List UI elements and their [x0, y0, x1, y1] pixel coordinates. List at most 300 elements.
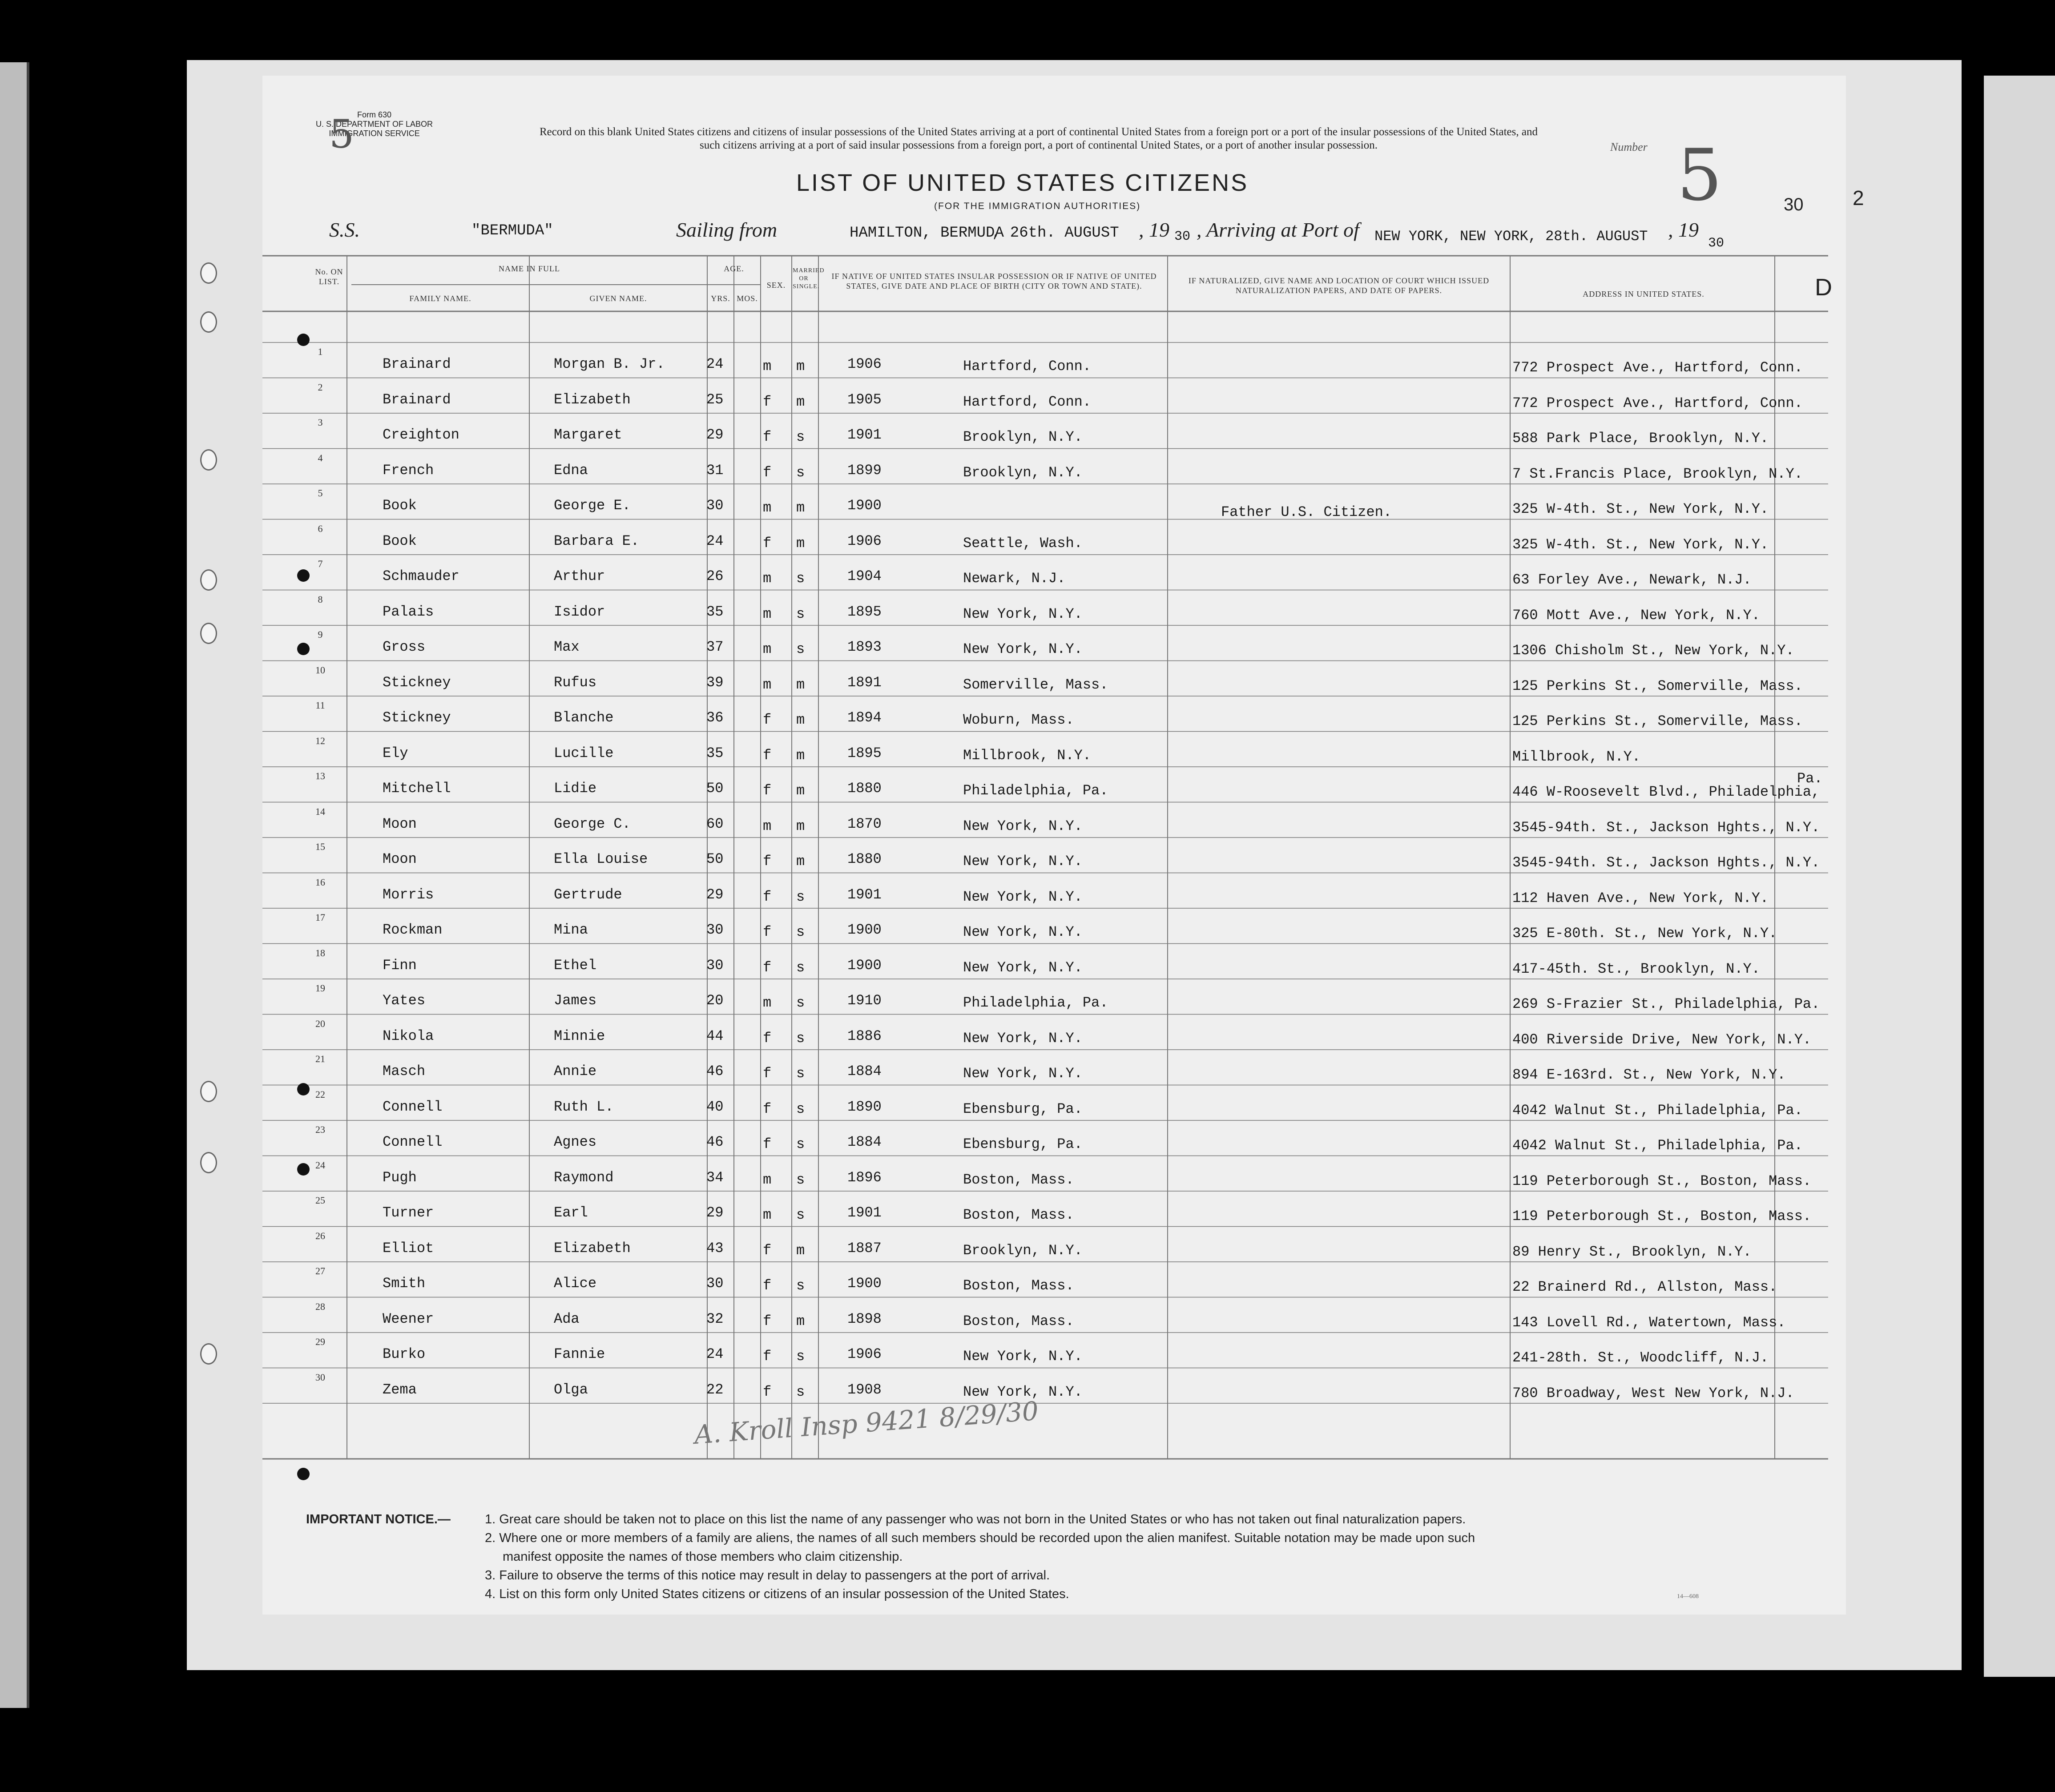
row-number: 25	[315, 1195, 325, 1206]
birth-year-cell: 1893	[847, 639, 882, 655]
header-age: AGE.	[724, 264, 744, 273]
age-cell: 60	[706, 815, 724, 832]
address-cell: 4042 Walnut St., Philadelphia, Pa.	[1512, 1102, 1803, 1119]
form-code: 14—608	[1677, 1593, 1699, 1600]
marital-status-cell: m	[796, 853, 805, 870]
age-cell: 29	[706, 1204, 724, 1221]
age-cell: 32	[706, 1310, 724, 1327]
birth-year-cell: 1901	[847, 1204, 882, 1221]
arrival-port-date: NEW YORK, NEW YORK, 28th. AUGUST	[1374, 228, 1648, 245]
family-name-cell: Morris	[383, 886, 434, 903]
address-cell: 1306 Chisholm St., New York, N.Y.	[1512, 642, 1794, 659]
sex-cell: f	[763, 464, 772, 481]
marital-status-cell: s	[796, 1277, 805, 1294]
family-name-cell: Book	[383, 532, 417, 549]
punch-hole-icon	[297, 334, 310, 346]
form-subtitle: (FOR THE IMMIGRATION AUTHORITIES)	[934, 201, 1141, 211]
sex-cell: f	[763, 959, 772, 976]
address-cell: 143 Lovell Rd., Watertown, Mass.	[1512, 1314, 1786, 1331]
age-cell: 35	[706, 745, 724, 761]
sex-cell: f	[763, 1277, 772, 1294]
given-name-cell: Morgan B. Jr.	[554, 356, 665, 372]
form-number: Form 630	[357, 110, 392, 119]
address-cell: 112 Haven Ave., New York, N.Y.	[1512, 890, 1769, 906]
sex-cell: f	[763, 535, 772, 552]
punch-hole-icon	[297, 1083, 310, 1095]
notice-item-continuation: manifest opposite the names of those members who claim citizenship.	[503, 1550, 903, 1564]
given-name-cell: James	[554, 992, 597, 1009]
family-name-cell: Zema	[383, 1381, 417, 1398]
sex-cell: f	[763, 747, 772, 764]
binder-hole-icon	[200, 449, 217, 471]
age-cell: 50	[706, 851, 724, 867]
punch-hole-icon	[297, 569, 310, 582]
row-number: 1	[318, 346, 323, 357]
birth-place-cell: New York, N.Y.	[963, 605, 1083, 622]
birth-year-cell: 1908	[847, 1381, 882, 1398]
given-name-cell: Elizabeth	[554, 391, 631, 408]
family-name-cell: Rockman	[383, 922, 443, 938]
given-name-cell: George C.	[554, 815, 631, 832]
birth-place-cell: Boston, Mass.	[963, 1313, 1074, 1329]
row-number: 14	[315, 805, 325, 817]
row-number: 10	[315, 664, 325, 676]
sex-cell: f	[763, 1242, 772, 1259]
address-cell: 22 Brainerd Rd., Allston, Mass.	[1512, 1279, 1777, 1295]
sex-cell: m	[763, 1207, 772, 1223]
marital-status-cell: s	[796, 995, 805, 1011]
birth-place-cell: Seattle, Wash.	[963, 535, 1083, 552]
given-name-cell: Arthur	[554, 568, 605, 584]
sex-cell: m	[763, 499, 772, 516]
address-cell: 446 W-Roosevelt Blvd., Philadelphia,	[1512, 784, 1820, 800]
birth-year-cell: 1895	[847, 745, 882, 761]
punch-hole-icon	[297, 1468, 310, 1480]
birth-place-cell: New York, N.Y.	[963, 817, 1083, 834]
row-number: 12	[315, 735, 325, 746]
birth-place-cell: Boston, Mass.	[963, 1207, 1074, 1223]
birth-place-cell: Brooklyn, N.Y.	[963, 429, 1083, 445]
row-number: 11	[315, 700, 325, 711]
given-name-cell: Rufus	[554, 674, 597, 691]
family-name-cell: Stickney	[383, 709, 451, 726]
marital-status-cell: s	[796, 1207, 805, 1223]
given-name-cell: George E.	[554, 497, 631, 514]
birth-year-cell: 1891	[847, 674, 882, 691]
given-name-cell: Alice	[554, 1275, 597, 1292]
family-name-cell: Gross	[383, 639, 426, 655]
binder-hole-icon	[200, 569, 217, 591]
birth-place-cell: Hartford, Conn.	[963, 358, 1092, 375]
marital-status-cell: s	[796, 570, 805, 587]
birth-place-cell: Somerville, Mass.	[963, 676, 1108, 693]
address-cell: 241-28th. St., Woodcliff, N.J.	[1512, 1349, 1769, 1366]
family-name-cell: Yates	[383, 992, 426, 1009]
binder-hole-icon	[200, 1081, 217, 1102]
birth-year-cell: 1887	[847, 1240, 882, 1256]
address-cell: 119 Peterborough St., Boston, Mass.	[1512, 1172, 1812, 1189]
birth-year-cell: 1886	[847, 1027, 882, 1044]
birth-place-cell: Woburn, Mass.	[963, 712, 1074, 728]
birth-place-cell: Ebensburg, Pa.	[963, 1136, 1083, 1152]
given-name-cell: Minnie	[554, 1027, 605, 1044]
birth-place-cell: New York, N.Y.	[963, 888, 1083, 905]
notice-list	[485, 1510, 1475, 1603]
given-name-cell: Margaret	[554, 427, 622, 443]
birth-place-cell: New York, N.Y.	[963, 1348, 1083, 1365]
row-number: 8	[318, 593, 323, 605]
given-name-cell: Annie	[554, 1063, 597, 1079]
family-name-cell: Masch	[383, 1063, 426, 1079]
address-cell: 325 E-80th. St., New York, N.Y.	[1512, 925, 1777, 942]
marital-status-cell: s	[796, 1030, 805, 1047]
given-name-cell: Lucille	[554, 745, 614, 761]
birth-place-cell: New York, N.Y.	[963, 641, 1083, 657]
address-cell: 780 Broadway, West New York, N.J.	[1512, 1385, 1794, 1401]
marital-status-cell: m	[796, 747, 805, 764]
birth-year-cell: 1906	[847, 1346, 882, 1362]
department-name: U. S. DEPARTMENT OF LABOR	[316, 120, 433, 129]
given-name-cell: Isidor	[554, 603, 605, 620]
form-title: LIST OF UNITED STATES CITIZENS	[796, 169, 1249, 196]
marital-status-cell: s	[796, 1100, 805, 1117]
departure-date: , 26th. AUGUST	[992, 225, 1119, 242]
family-name-cell: Creighton	[383, 427, 459, 443]
age-cell: 31	[706, 462, 724, 479]
marital-status-cell: m	[796, 393, 805, 410]
row-number: 27	[315, 1265, 325, 1277]
age-cell: 20	[706, 992, 724, 1009]
address-cell: 4042 Walnut St., Philadelphia, Pa.	[1512, 1137, 1803, 1154]
family-name-cell: Turner	[383, 1204, 434, 1221]
age-cell: 39	[706, 674, 724, 691]
inspector-signature-note: A. Kroll Insp 9421 8/29/30	[693, 1396, 1040, 1450]
given-name-cell: Olga	[554, 1381, 588, 1398]
address-cell: 7 St.Francis Place, Brooklyn, N.Y.	[1512, 465, 1803, 482]
address-cell: 760 Mott Ave., New York, N.Y.	[1512, 607, 1760, 624]
age-cell: 30	[706, 957, 724, 974]
birth-place-cell: New York, N.Y.	[963, 1065, 1083, 1082]
punch-hole-icon	[297, 643, 310, 655]
birth-year-cell: 1896	[847, 1169, 882, 1186]
notice-item: 2. Where one or more members of a family are aliens, the names of all such members should be recorded upon the alien manifest. Suitable notation may be made upon such	[485, 1531, 1475, 1545]
family-name-cell: Stickney	[383, 674, 451, 691]
binder-hole-icon	[200, 262, 217, 284]
birth-year-cell: 1901	[847, 427, 882, 443]
sex-cell: m	[763, 1171, 772, 1188]
sex-cell: f	[763, 1313, 772, 1329]
age-cell: 24	[706, 1346, 724, 1362]
age-cell: 30	[706, 1275, 724, 1292]
family-name-cell: Connell	[383, 1134, 443, 1150]
birth-place-cell: Boston, Mass.	[963, 1277, 1074, 1294]
given-name-cell: Gertrude	[554, 886, 622, 903]
birth-year-cell: 1905	[847, 391, 882, 408]
row-number: 9	[318, 629, 323, 640]
birth-year-cell: 1898	[847, 1310, 882, 1327]
marital-status-cell: s	[796, 464, 805, 481]
binder-hole-icon	[200, 311, 217, 333]
address-cell: 588 Park Place, Brooklyn, N.Y.	[1512, 430, 1769, 447]
given-name-cell: Raymond	[554, 1169, 614, 1186]
family-name-cell: Moon	[383, 815, 417, 832]
ship-name: "BERMUDA"	[471, 222, 553, 239]
birth-year-cell: 1880	[847, 851, 882, 867]
address-cell: 325 W-4th. St., New York, N.Y.	[1512, 536, 1769, 553]
marital-status-cell: m	[796, 358, 805, 375]
marital-status-cell: s	[796, 605, 805, 622]
address-cell: 125 Perkins St., Somerville, Mass.	[1512, 677, 1803, 694]
notice-heading: IMPORTANT NOTICE.—	[306, 1512, 451, 1526]
arriving-label: , Arriving at Port of	[1197, 218, 1359, 241]
arrival-year-suffix: 30	[1708, 236, 1725, 251]
marital-status-cell: s	[796, 1348, 805, 1365]
given-name-cell: Max	[554, 639, 580, 655]
marital-status-cell: m	[796, 712, 805, 728]
header-given-name: GIVEN NAME.	[589, 294, 647, 303]
birth-place-cell: New York, N.Y.	[963, 959, 1083, 976]
given-name-cell: Ada	[554, 1310, 580, 1327]
marital-status-cell: s	[796, 1383, 805, 1400]
birth-place-cell: New York, N.Y.	[963, 1030, 1083, 1047]
birth-year-cell: 1894	[847, 709, 882, 726]
header-age-months: MOS.	[737, 294, 758, 303]
given-name-cell: Ella Louise	[554, 851, 648, 867]
age-cell: 46	[706, 1063, 724, 1079]
header-name-in-full: NAME IN FULL	[499, 264, 560, 273]
row-number: 2	[318, 381, 323, 393]
punch-hole-icon	[297, 1163, 310, 1176]
address-cell: 89 Henry St., Brooklyn, N.Y.	[1512, 1243, 1752, 1260]
marital-status-cell: m	[796, 676, 805, 693]
header-address: ADDRESS IN UNITED STATES.	[1583, 290, 1704, 298]
address-cell: 63 Forley Ave., Newark, N.J.	[1512, 572, 1752, 588]
family-name-cell: French	[383, 462, 434, 479]
given-name-cell: Elizabeth	[554, 1240, 631, 1256]
given-name-cell: Barbara E.	[554, 532, 640, 549]
row-number: 3	[318, 417, 323, 428]
row-number: 22	[315, 1088, 325, 1100]
marital-status-cell: s	[796, 924, 805, 940]
birth-year-cell: 1900	[847, 957, 882, 974]
notice-item: 1. Great care should be taken not to place on this list the name of any passenger who was not born in the United States or who has not taken out final naturalization papers.	[485, 1512, 1466, 1526]
age-cell: 24	[706, 356, 724, 372]
given-name-cell: Edna	[554, 462, 588, 479]
age-cell: 29	[706, 886, 724, 903]
birth-place-cell: New York, N.Y.	[963, 1383, 1083, 1400]
row-number: 5	[318, 487, 323, 499]
sailing-label: Sailing from	[676, 218, 778, 241]
family-name-cell: Ely	[383, 745, 408, 761]
birth-place-cell: Hartford, Conn.	[963, 393, 1092, 410]
age-cell: 46	[706, 1134, 724, 1150]
naturalization-cell: Father U.S. Citizen.	[1221, 504, 1392, 520]
sex-cell: f	[763, 1100, 772, 1117]
row-number: 30	[315, 1371, 325, 1383]
family-name-cell: Connell	[383, 1098, 443, 1115]
birth-year-cell: 1899	[847, 462, 882, 479]
row-number: 15	[315, 841, 325, 852]
marital-status-cell: m	[796, 782, 805, 799]
birth-year-cell: 1884	[847, 1063, 882, 1079]
sex-cell: m	[763, 817, 772, 834]
birth-place-cell: New York, N.Y.	[963, 853, 1083, 870]
family-name-cell: Elliot	[383, 1240, 434, 1256]
sex-cell: f	[763, 1348, 772, 1365]
family-name-cell: Pugh	[383, 1169, 417, 1186]
given-name-cell: Fannie	[554, 1346, 605, 1362]
marital-status-cell: m	[796, 817, 805, 834]
birth-year-cell: 1900	[847, 922, 882, 938]
birth-year-cell: 1901	[847, 886, 882, 903]
age-cell: 30	[706, 497, 724, 514]
age-cell: 50	[706, 780, 724, 797]
sex-cell: f	[763, 1136, 772, 1152]
sex-cell: f	[763, 1030, 772, 1047]
row-number: 17	[315, 912, 325, 923]
address-cell: 325 W-4th. St., New York, N.Y.	[1512, 501, 1769, 517]
address-cell: Millbrook, N.Y.	[1512, 748, 1641, 765]
family-name-cell: Smith	[383, 1275, 426, 1292]
given-name-cell: Agnes	[554, 1134, 597, 1150]
manifest-number-handwritten: 5	[1677, 133, 1722, 217]
sex-cell: f	[763, 924, 772, 940]
age-cell: 34	[706, 1169, 724, 1186]
age-cell: 22	[706, 1381, 724, 1398]
sex-cell: m	[763, 676, 772, 693]
binder-hole-icon	[200, 1152, 217, 1173]
sex-cell: m	[763, 358, 772, 375]
birth-place-cell: Ebensburg, Pa.	[963, 1100, 1083, 1117]
birth-year-cell: 1884	[847, 1134, 882, 1150]
age-cell: 24	[706, 532, 724, 549]
sex-cell: f	[763, 782, 772, 799]
birth-year-cell: 1870	[847, 815, 882, 832]
birth-place-cell: Newark, N.J.	[963, 570, 1066, 587]
sex-cell: m	[763, 641, 772, 657]
row-number: 13	[315, 770, 325, 781]
birth-year-cell: 1880	[847, 780, 882, 797]
sex-cell: m	[763, 995, 772, 1011]
sex-cell: f	[763, 393, 772, 410]
ss-label: S.S.	[329, 218, 360, 241]
sex-cell: m	[763, 570, 772, 587]
given-name-cell: Earl	[554, 1204, 588, 1221]
row-number: 19	[315, 983, 325, 994]
marital-status-cell: s	[796, 429, 805, 445]
marital-status-cell: s	[796, 1065, 805, 1082]
birth-year-cell: 1904	[847, 568, 882, 584]
binder-hole-icon	[200, 1343, 217, 1365]
family-name-cell: Schmauder	[383, 568, 459, 584]
adjacent-page-edge-letter: D	[1815, 274, 1832, 301]
given-name-cell: Ruth L.	[554, 1098, 614, 1115]
marital-status-cell: m	[796, 1313, 805, 1329]
sex-cell: f	[763, 1383, 772, 1400]
adjacent-page-edge-number: 2	[1853, 186, 1864, 209]
sex-cell: f	[763, 888, 772, 905]
family-name-cell: Brainard	[383, 356, 451, 372]
family-name-cell: Palais	[383, 603, 434, 620]
header-family-name: FAMILY NAME.	[409, 294, 471, 303]
form-instructions: Record on this blank United States citizens and citizens of insular possessions of the United States arriving at a port of continental United States from a foreign port or a port of the insular possessions of the United States, and such citizens arriving at a port of said insular possessions from a foreign port, a port of continental United States, or a port of another insular possession.	[540, 126, 1538, 151]
age-cell: 40	[706, 1098, 724, 1115]
row-number: 16	[315, 876, 325, 888]
given-name-cell: Lidie	[554, 780, 597, 797]
given-name-cell: Blanche	[554, 709, 614, 726]
marital-status-cell: m	[796, 1242, 805, 1259]
address-cell: 269 S-Frazier St., Philadelphia, Pa.	[1512, 996, 1820, 1012]
row-number: 21	[315, 1053, 325, 1064]
address-cell: 125 Perkins St., Somerville, Mass.	[1512, 713, 1803, 729]
age-cell: 37	[706, 639, 724, 655]
age-cell: 29	[706, 427, 724, 443]
row-number: 24	[315, 1159, 325, 1171]
departure-year-prefix: , 19	[1139, 218, 1169, 241]
sailing-port: HAMILTON, BERMUDA	[850, 225, 1004, 242]
row-number: 4	[318, 452, 323, 463]
birth-place-cell: Philadelphia, Pa.	[963, 782, 1108, 799]
birth-place-cell: Brooklyn, N.Y.	[963, 1242, 1083, 1259]
address-cell: 3545-94th. St., Jackson Hghts., N.Y.	[1512, 854, 1820, 871]
service-name: IMMIGRATION SERVICE	[329, 129, 420, 138]
address-cell: 772 Prospect Ave., Hartford, Conn.	[1512, 395, 1803, 411]
row-number: 26	[315, 1230, 325, 1241]
margin-number-handwritten: 5	[329, 111, 354, 157]
departure-year-suffix: 30	[1174, 229, 1191, 244]
age-cell: 36	[706, 709, 724, 726]
birth-year-cell: 1910	[847, 992, 882, 1009]
header-sex: SEX.	[766, 281, 786, 290]
birth-year-cell: 1890	[847, 1098, 882, 1115]
header-married-single: MARRIED OR SINGLE.	[793, 267, 825, 290]
birth-year-cell: 1906	[847, 356, 882, 372]
sex-cell: f	[763, 712, 772, 728]
row-number: 23	[315, 1124, 325, 1135]
family-name-cell: Mitchell	[383, 780, 451, 797]
birth-place-cell: Philadelphia, Pa.	[963, 995, 1108, 1011]
arrival-year-prefix: , 19	[1668, 218, 1699, 241]
family-name-cell: Moon	[383, 851, 417, 867]
address-cell: 894 E-163rd. St., New York, N.Y.	[1512, 1067, 1786, 1083]
row-number: 7	[318, 558, 323, 569]
marital-status-cell: m	[796, 535, 805, 552]
birth-year-cell: 1895	[847, 603, 882, 620]
binder-hole-icon	[200, 623, 217, 644]
address-cell: 400 Riverside Drive, New York, N.Y.	[1512, 1031, 1812, 1048]
birth-year-cell: 1906	[847, 532, 882, 549]
address-cell: 417-45th. St., Brooklyn, N.Y.	[1512, 960, 1760, 977]
family-name-cell: Book	[383, 497, 417, 514]
age-cell: 26	[706, 568, 724, 584]
header-birth-date-place: IF NATIVE OF UNITED STATES INSULAR POSSESSION OR IF NATIVE OF UNITED STATES, GIVE DATE AND PLACE OF BIRTH (CITY OR TOWN AND STATE).	[831, 272, 1157, 290]
row-number: 6	[318, 523, 323, 534]
marital-status-cell: s	[796, 1171, 805, 1188]
age-cell: 25	[706, 391, 724, 408]
header-naturalization: IF NATURALIZED, GIVE NAME AND LOCATION OF COURT WHICH ISSUED NATURALIZATION PAPERS, AND DATE OF PAPERS.	[1188, 276, 1490, 295]
family-name-cell: Finn	[383, 957, 417, 974]
address-cell: 3545-94th. St., Jackson Hghts., N.Y.	[1512, 819, 1820, 836]
birth-place-cell: Millbrook, N.Y.	[963, 747, 1092, 764]
given-name-cell: Ethel	[554, 957, 597, 974]
address-cell: 772 Prospect Ave., Hartford, Conn.	[1512, 359, 1803, 376]
number-label: Number	[1610, 141, 1648, 153]
family-name-cell: Brainard	[383, 391, 451, 408]
age-cell: 44	[706, 1027, 724, 1044]
family-name-cell: Burko	[383, 1346, 426, 1362]
marital-status-cell: s	[796, 641, 805, 657]
address-note-cell: Pa.	[1797, 770, 1823, 787]
